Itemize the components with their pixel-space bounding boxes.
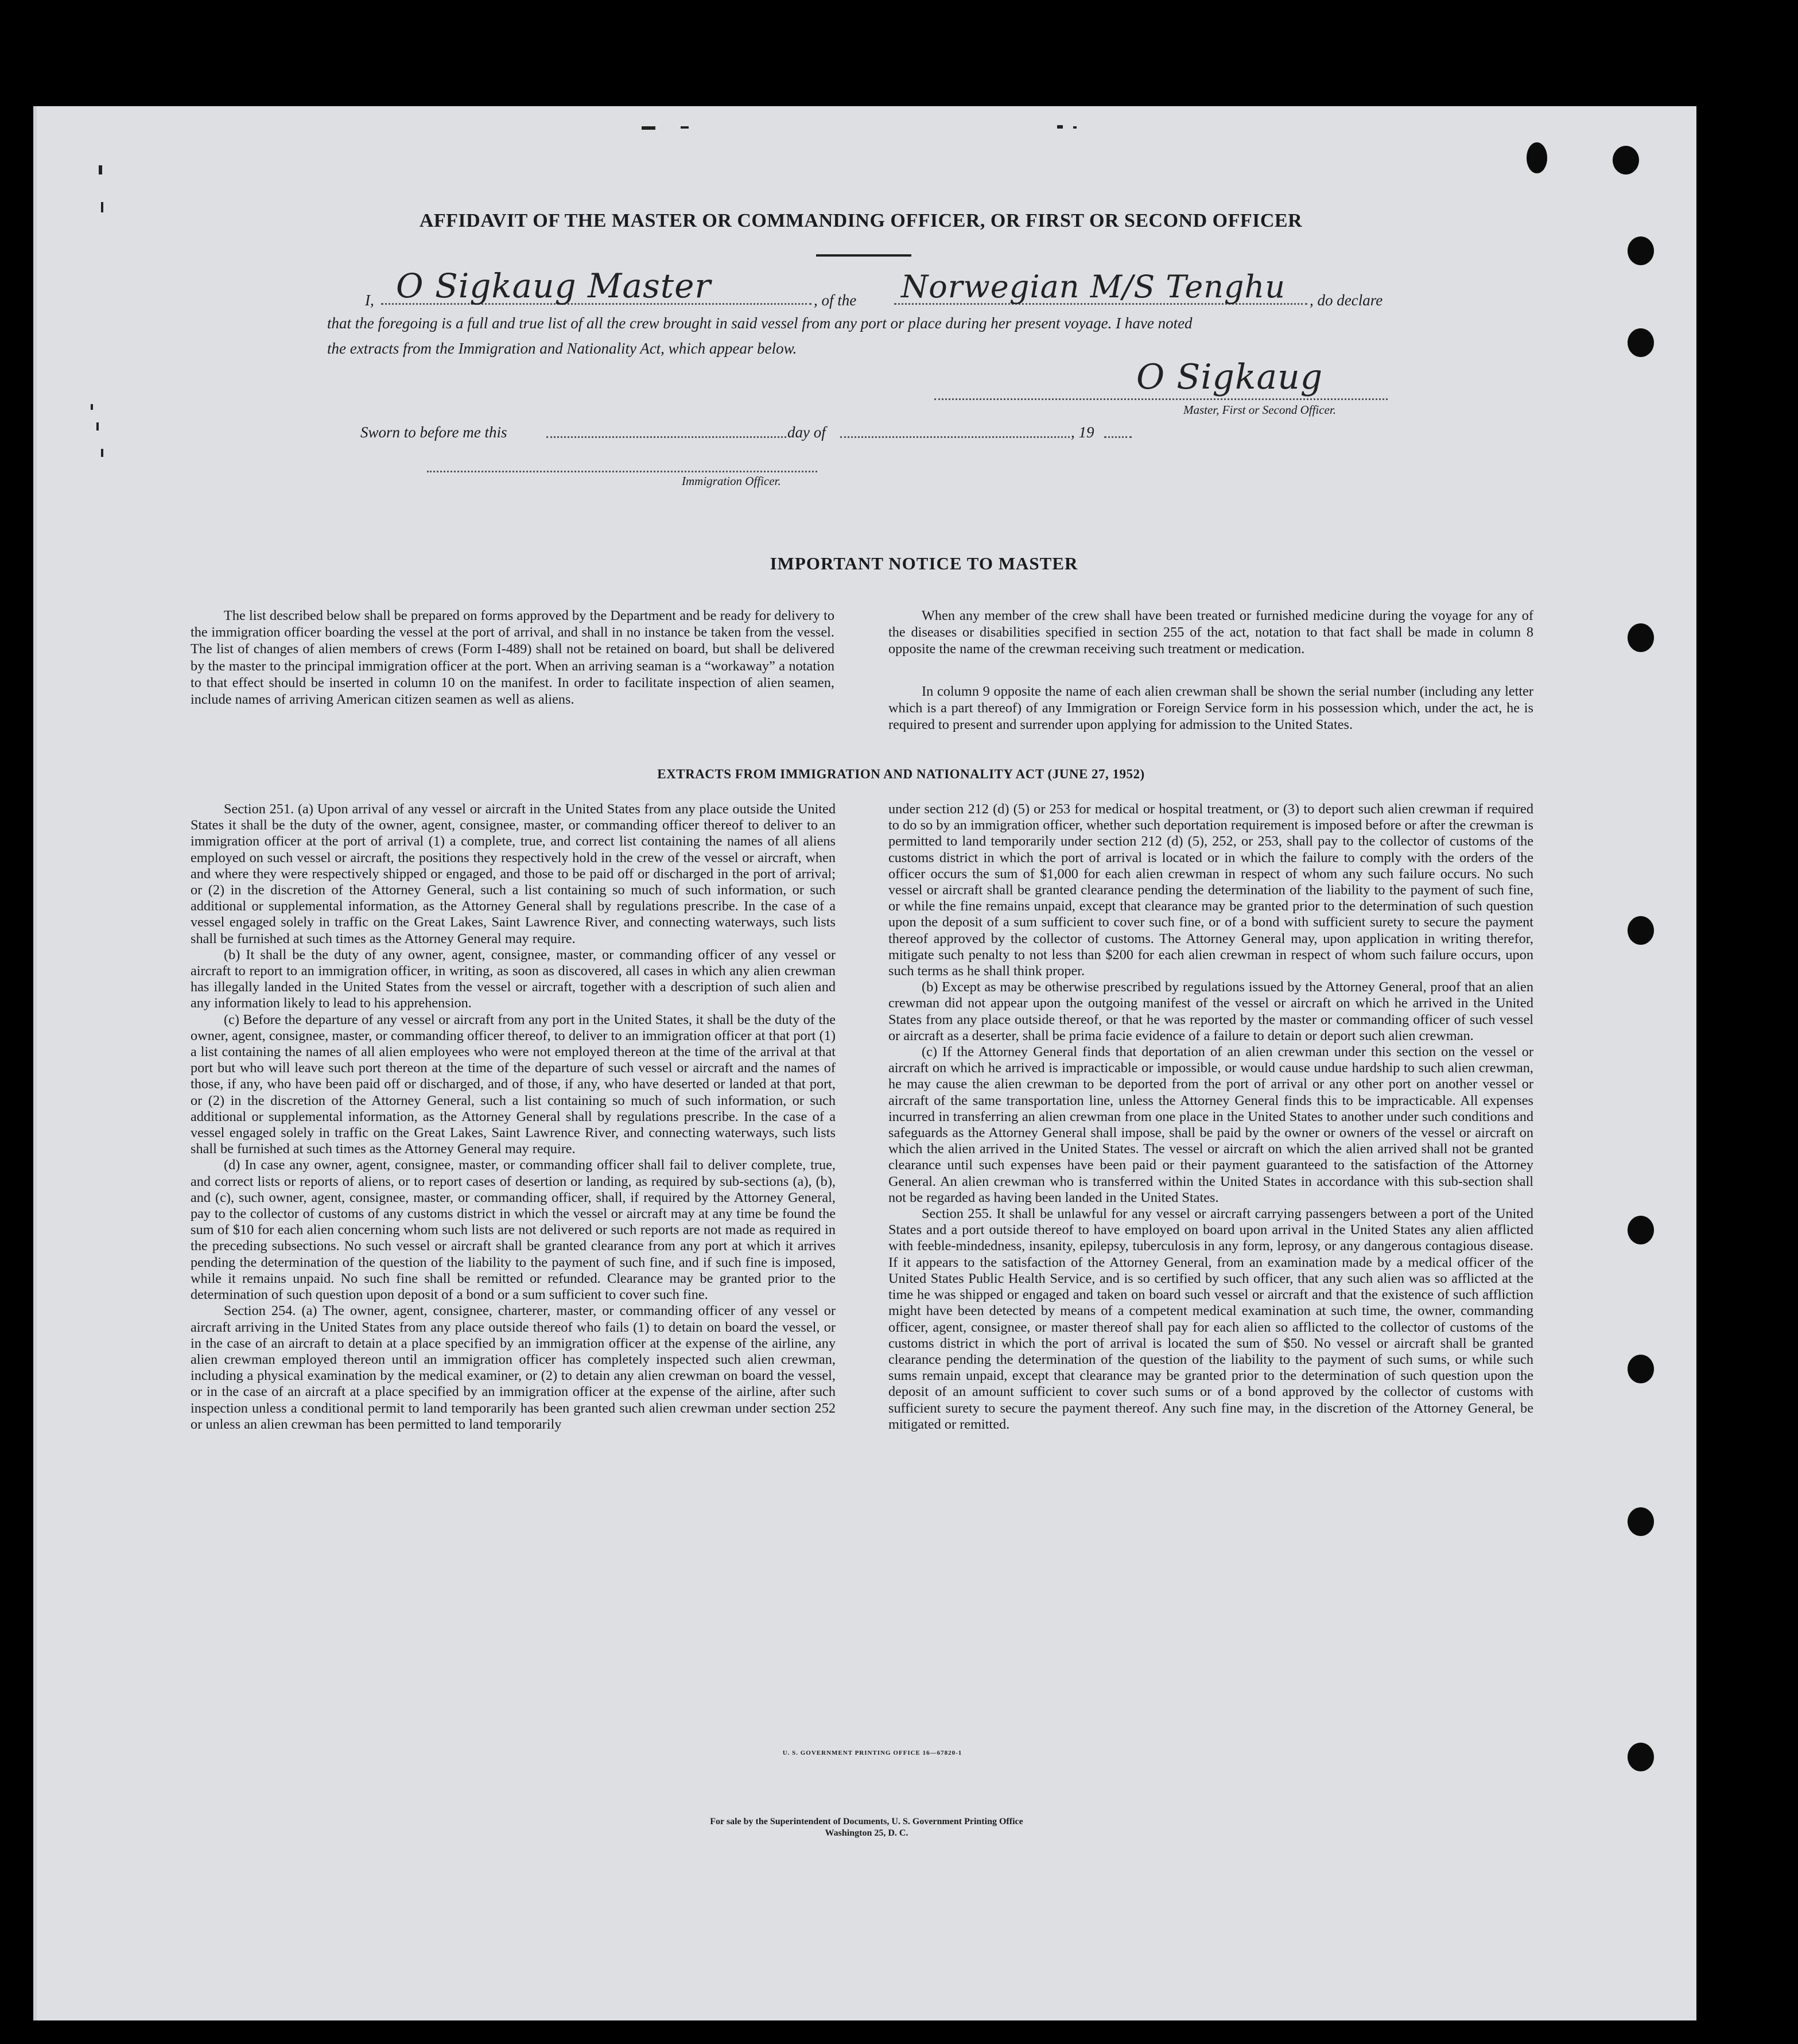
section-254-a-continued: under section 212 (d) (5) or 253 for medical or hospital treatment, or (3) to deport such alien crewman if required to do so by an immigration officer, whether such deportation requirement is imposed before or after the crewman is permitted to land temporarily under section 212 (d) (5), 252, or 253, shall pay to the collector of customs of the customs district in which the port of arrival is located or in which the failure to comply with the orders of the officer occurs the sum of $1,000 for each alien crewman in respect of whom any such failure occurs. No such vessel or aircraft shall be granted clearance pending the determination of the liability to the payment of such fine, or while the fine remains unpaid, except that clearance may be granted prior to the determination of such question upon the deposit of a sum sufficient to cover such fine, or of a bond with sufficient surety to secure the payment thereof approved by the collector of customs. The Attorney General may, upon application in writing therefor, mitigate such penalty to not less than $200 for each alien crewman in respect of whom such failure occurs, upon such terms as he shall think proper.	[888, 801, 1533, 979]
section-254-b: (b) Except as may be otherwise prescribed by regulations issued by the Attorney General, proof that an alien crewman did not appear upon the outgoing manifest of the vessel or aircraft on which he arrived in the United States from any place outside thereof, or that he was reported by the master or commanding officer of such vessel or aircraft as a deserter, shall be prima facie evidence of a failure to detain or deport such alien crewman.	[888, 979, 1533, 1044]
signer-handwritten: O Sigkaug Master	[396, 266, 712, 305]
affidavit-line3: the extracts from the Immigration and Nationality Act, which appear below.	[327, 340, 797, 357]
signature-line	[934, 398, 1388, 400]
sworn-label: Sworn to before me this	[360, 424, 507, 441]
officer-line	[427, 471, 817, 472]
vessel-handwritten: Norwegian M/S Tenghu	[901, 269, 1286, 305]
margin-mark	[91, 404, 93, 410]
sale-line-1: For sale by the Superintendent of Documents, U. S. Government Printing Office	[710, 1817, 1023, 1826]
sworn-month-line	[840, 436, 1070, 438]
punch-hole	[1527, 142, 1547, 173]
section-251-b: (b) It shall be the duty of any owner, agent, consignee, master, or commanding officer of any vessel or aircraft to report to an immigration officer, in writing, as soon as discovered, all cases in which any alien crewman has illegally landed in the United States from the vessel or aircraft, together with a description of such alien and any information likely to lead to his apprehension.	[191, 947, 836, 1011]
punch-hole	[1628, 1507, 1654, 1536]
section-255: Section 255. It shall be unlawful for any vessel or aircraft carrying passengers between a port of the United States and a port outside thereof to have employed on board upon arrival in the United States any alien afflicted with feeble-mindedness, insanity, epilepsy, tuberculosis in any form, leprosy, or any dangerous contagious disease. If it appears to the satisfaction of the Attorney General, from an examination made by a medical officer of the United States Public Health Service, and is so certified by such officer, that any such alien was so afflicted at the time he was shipped or engaged and taken on board such vessel or aircraft and that the existence of such affliction might have been detected by means of a competent medical examination at such time, the owner, commanding officer, agent, consignee, or master thereof shall pay for each alien so afflicted to the collector of customs of the customs district in which the port of arrival is located the sum of $50. No vessel or aircraft shall be granted clearance pending the determination of the question of the liability to the payment of such sums, or while such sums remain unpaid, except that clearance may be granted prior to the determination of such question upon the deposit of an amount sufficient to cover such sums or of a bond approved by the collector of customs with sufficient surety to secure the payment thereof. Any such fine may, in the discretion of the Attorney General, be mitigated or remitted.	[888, 1206, 1533, 1432]
signature-caption: Master, First or Second Officer.	[1183, 403, 1336, 417]
punch-hole	[1628, 1216, 1654, 1244]
punch-hole	[1628, 328, 1654, 357]
margin-mark	[642, 126, 655, 130]
margin-mark	[681, 126, 689, 129]
of-the-label: , of the	[814, 292, 857, 309]
notice-right-paragraph-1: When any member of the crew shall have been treated or furnished medicine during the voyage for any of the diseases or disabilities specified in section 255 of the act, notation to that fact shall be made in column 8 opposite the name of the crewman receiving such treatment or medication.	[888, 608, 1533, 657]
margin-mark	[101, 449, 103, 457]
sale-line-2: Washington 25, D. C.	[825, 1828, 908, 1838]
sworn-day-line	[546, 436, 786, 438]
section-254-a: Section 254. (a) The owner, agent, consignee, charterer, master, or commanding officer of any vessel or aircraft arriving in the United States from any place outside thereof who fails (1) to detain on board the vessel, or in the case of an aircraft to detain at a place specified by an immigration officer at the expense of the airline, any alien crewman employed thereon until an immigration officer has completely inspected such alien crewman, including a physical examination by the medical examiner, or (2) to detain any alien crewman on board the vessel, or in the case of an aircraft at a place specified by an immigration officer at the expense of the airline, after such inspection unless a conditional permit to land temporarily has been granted such alien crewman under section 252 or unless an alien crewman has been permitted to land temporarily	[191, 1303, 836, 1432]
affidavit-line2: that the foregoing is a full and true list of all the crew brought in said vessel from any port or place during her present voyage. I have noted	[327, 315, 1193, 332]
extracts-right-column	[888, 801, 1533, 1433]
do-declare: , do declare	[1310, 292, 1383, 309]
sworn-year-line	[1104, 436, 1132, 438]
master-signature: O Sigkaug	[1136, 357, 1323, 397]
affidavit-title: AFFIDAVIT OF THE MASTER OR COMMANDING OFFICER, OR FIRST OR SECOND OFFICER	[419, 210, 1303, 231]
notice-right-paragraph-2: In column 9 opposite the name of each alien crewman shall be shown the serial number (including any letter which is a part thereof) of any Immigration or Foreign Service form in his possession which, under the act, he is required to present and surrender upon applying for admission to the United States.	[888, 684, 1533, 733]
margin-mark	[96, 422, 99, 430]
officer-caption: Immigration Officer.	[682, 474, 781, 488]
punch-hole	[1628, 916, 1654, 945]
sheet-edge	[33, 106, 37, 2020]
section-251-c: (c) Before the departure of any vessel or aircraft from any port in the United States, it shall be the duty of the owner, agent, consignee, master, or commanding officer thereof, to deliver to an immigration officer at that port (1) a list containing the names of all alien employees who were not employed thereon at the time of the arrival at that port but who will leave such port thereon at the time of the departure of such vessel or aircraft and the names of those, if any, who have been paid off or discharged, and of those, if any, who have deserted or landed at that port, or (2) in the discretion of the Attorney General, such a list containing so much of such information, or such additional or supplemental information, as the Attorney General shall by regulations prescribe. In the case of a vessel engaged solely in traffic on the Great Lakes, Saint Lawrence River, and connecting waterways, such lists shall be furnished at such times as the Attorney General may require.	[191, 1011, 836, 1157]
margin-mark	[1057, 125, 1063, 129]
punch-hole	[1613, 146, 1639, 174]
notice-title: IMPORTANT NOTICE TO MASTER	[770, 553, 1078, 573]
margin-mark	[101, 202, 103, 212]
punch-hole	[1628, 1355, 1654, 1383]
extracts-title: EXTRACTS FROM IMMIGRATION AND NATIONALITY ACT (JUNE 27, 1952)	[657, 767, 1145, 781]
section-251-d: (d) In case any owner, agent, consignee, master, or commanding officer shall fail to deliver complete, true, and correct lists or reports of aliens, or to report cases of desertion or landing, as required by sub-sections (a), (b), and (c), such owner, agent, consignee, master, or commanding officer, shall, if required by the Attorney General, pay to the collector of customs of any customs district in which the vessel or aircraft may at any time be found the sum of $10 for each alien concerning whom such lists are not delivered or such reports are not made as required in the preceding subsections. No such vessel or aircraft shall be granted clearance from any port at which it arrives pending the determination of the question of the liability to the payment of such fine, and if such fine is imposed, while it remains unpaid. No such fine shall be remitted or refunded. Clearance may be granted prior to the determination of such question upon deposit of a bond or a sum sufficient to cover such fine.	[191, 1157, 836, 1303]
i-label: I,	[365, 292, 374, 309]
section-251-a: Section 251. (a) Upon arrival of any vessel or aircraft in the United States from any place outside the United States it shall be the duty of the owner, agent, consignee, master, or commanding officer thereof to deliver to an immigration officer at the port of arrival (1) a complete, true, and correct list containing the names of all aliens employed on such vessel or aircraft, the positions they respectively hold in the crew of the vessel or aircraft, when and where they were respectively shipped or engaged, and those to be paid off or discharged in the port of arrival; or (2) in the discretion of the Attorney General, such a list containing so much of such information, or such additional or supplemental information, as the Attorney General shall by regulations prescribe. In the case of a vessel engaged solely in traffic on the Great Lakes, Saint Lawrence River, and connecting waterways, such lists shall be furnished at such times as the Attorney General may require.	[191, 801, 836, 947]
section-254-c: (c) If the Attorney General finds that deportation of an alien crewman under this section on the vessel or aircraft on which he arrived is impracticable or impossible, or would cause undue hardship to such alien crewman, he may cause the alien crewman to be deported from the port of arrival or any other port on another vessel or aircraft of the same transportation line, unless the Attorney General finds this to be impracticable. All expenses incurred in transferring an alien crewman from one place in the United States to another under such conditions and safeguards as the Attorney General shall impose, shall be paid by the owner or owners of the vessel or aircraft on which the alien arrived in the United States. The vessel or aircraft on which the alien arrived shall not be granted clearance until such expenses have been paid or their payment guaranteed to the satisfaction of the Attorney General. An alien crewman who is transferred within the United States in accordance with this sub-section shall not be regarded as having been landed in the United States.	[888, 1044, 1533, 1205]
margin-mark	[1073, 126, 1077, 129]
extracts-left-column	[191, 801, 836, 1433]
gpo-imprint: U. S. GOVERNMENT PRINTING OFFICE 16—67820-1	[782, 1750, 962, 1756]
title-rule	[816, 254, 911, 257]
punch-hole	[1628, 1743, 1654, 1771]
sale-notice	[574, 1816, 1159, 1839]
punch-hole	[1628, 623, 1654, 652]
day-of-label: day of	[787, 424, 826, 441]
year-label: , 19	[1071, 424, 1094, 441]
punch-hole	[1628, 236, 1654, 265]
notice-left-paragraph: The list described below shall be prepared on forms approved by the Department and be ready for delivery to the immigration officer boarding the vessel at the port of arrival, and shall in no instance be taken from the vessel. The list of changes of alien members of crews (Form I-489) shall not be retained on board, but shall be delivered by the master to the principal immigration officer at the port. When an arriving seaman is a “workaway” a notation to that effect should be inserted in column 10 on the manifest. In order to facilitate inspection of alien seamen, include names of arriving American citizen seamen as well as aliens.	[191, 608, 834, 708]
margin-mark	[99, 165, 102, 174]
